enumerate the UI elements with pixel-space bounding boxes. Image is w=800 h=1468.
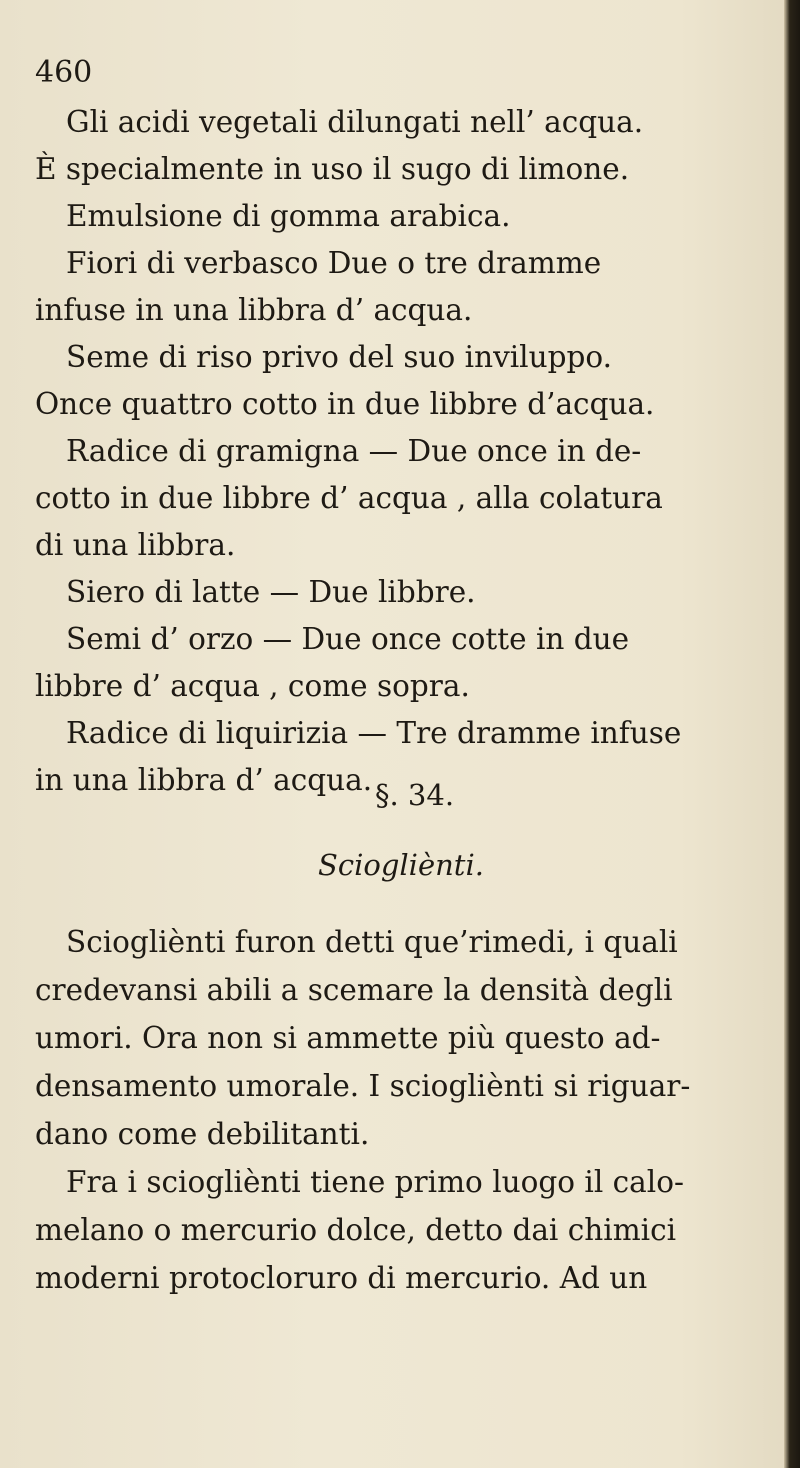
text-line: Semi d’ orzo — Due once cotte in due [66, 622, 630, 656]
text-line: Emulsione di gomma arabica. [66, 199, 511, 233]
page-edge-shadow [784, 0, 800, 1468]
text-line: libbre d’ acqua , come sopra. [35, 669, 470, 703]
text-line: credevansi abili a scemare la densità degli [35, 973, 673, 1007]
text-line: di una libbra. [35, 528, 236, 562]
text-line: densamento umorale. I sciogliènti si riguar- [35, 1069, 691, 1103]
text-line: dano come debilitanti. [35, 1117, 370, 1151]
page-number: 460 [35, 55, 93, 90]
section-title: Sciogliènti. [318, 848, 484, 882]
section-number: §. 34. [375, 778, 455, 812]
text-line: Radice di liquirizia — Tre dramme infuse [66, 716, 682, 750]
text-line: Once quattro cotto in due libbre d’acqua. [35, 387, 655, 421]
text-line: melano o mercurio dolce, detto dai chimici [35, 1213, 677, 1247]
text-line: Seme di riso privo del suo inviluppo. [66, 340, 612, 374]
text-line: Fiori di verbasco Due o tre dramme [66, 246, 602, 280]
text-line: moderni protocloruro di mercurio. Ad un [35, 1261, 648, 1295]
text-line: È specialmente in uso il sugo di limone. [35, 152, 630, 186]
text-line: Fra i sciogliènti tiene primo luogo il calo- [66, 1165, 684, 1199]
text-line: umori. Ora non si ammette più questo ad- [35, 1021, 661, 1055]
text-line: Sciogliènti furon detti que’rimedi, i quali [66, 925, 678, 959]
text-line: Gli acidi vegetali dilungati nell’ acqua. [66, 105, 644, 139]
text-line: in una libbra d’ acqua. [35, 763, 373, 797]
text-line: Siero di latte — Due libbre. [66, 575, 476, 609]
text-line: Radice di gramigna — Due once in de- [66, 434, 642, 468]
text-line: infuse in una libbra d’ acqua. [35, 293, 473, 327]
text-line: cotto in due libbre d’ acqua , alla colatura [35, 481, 663, 515]
